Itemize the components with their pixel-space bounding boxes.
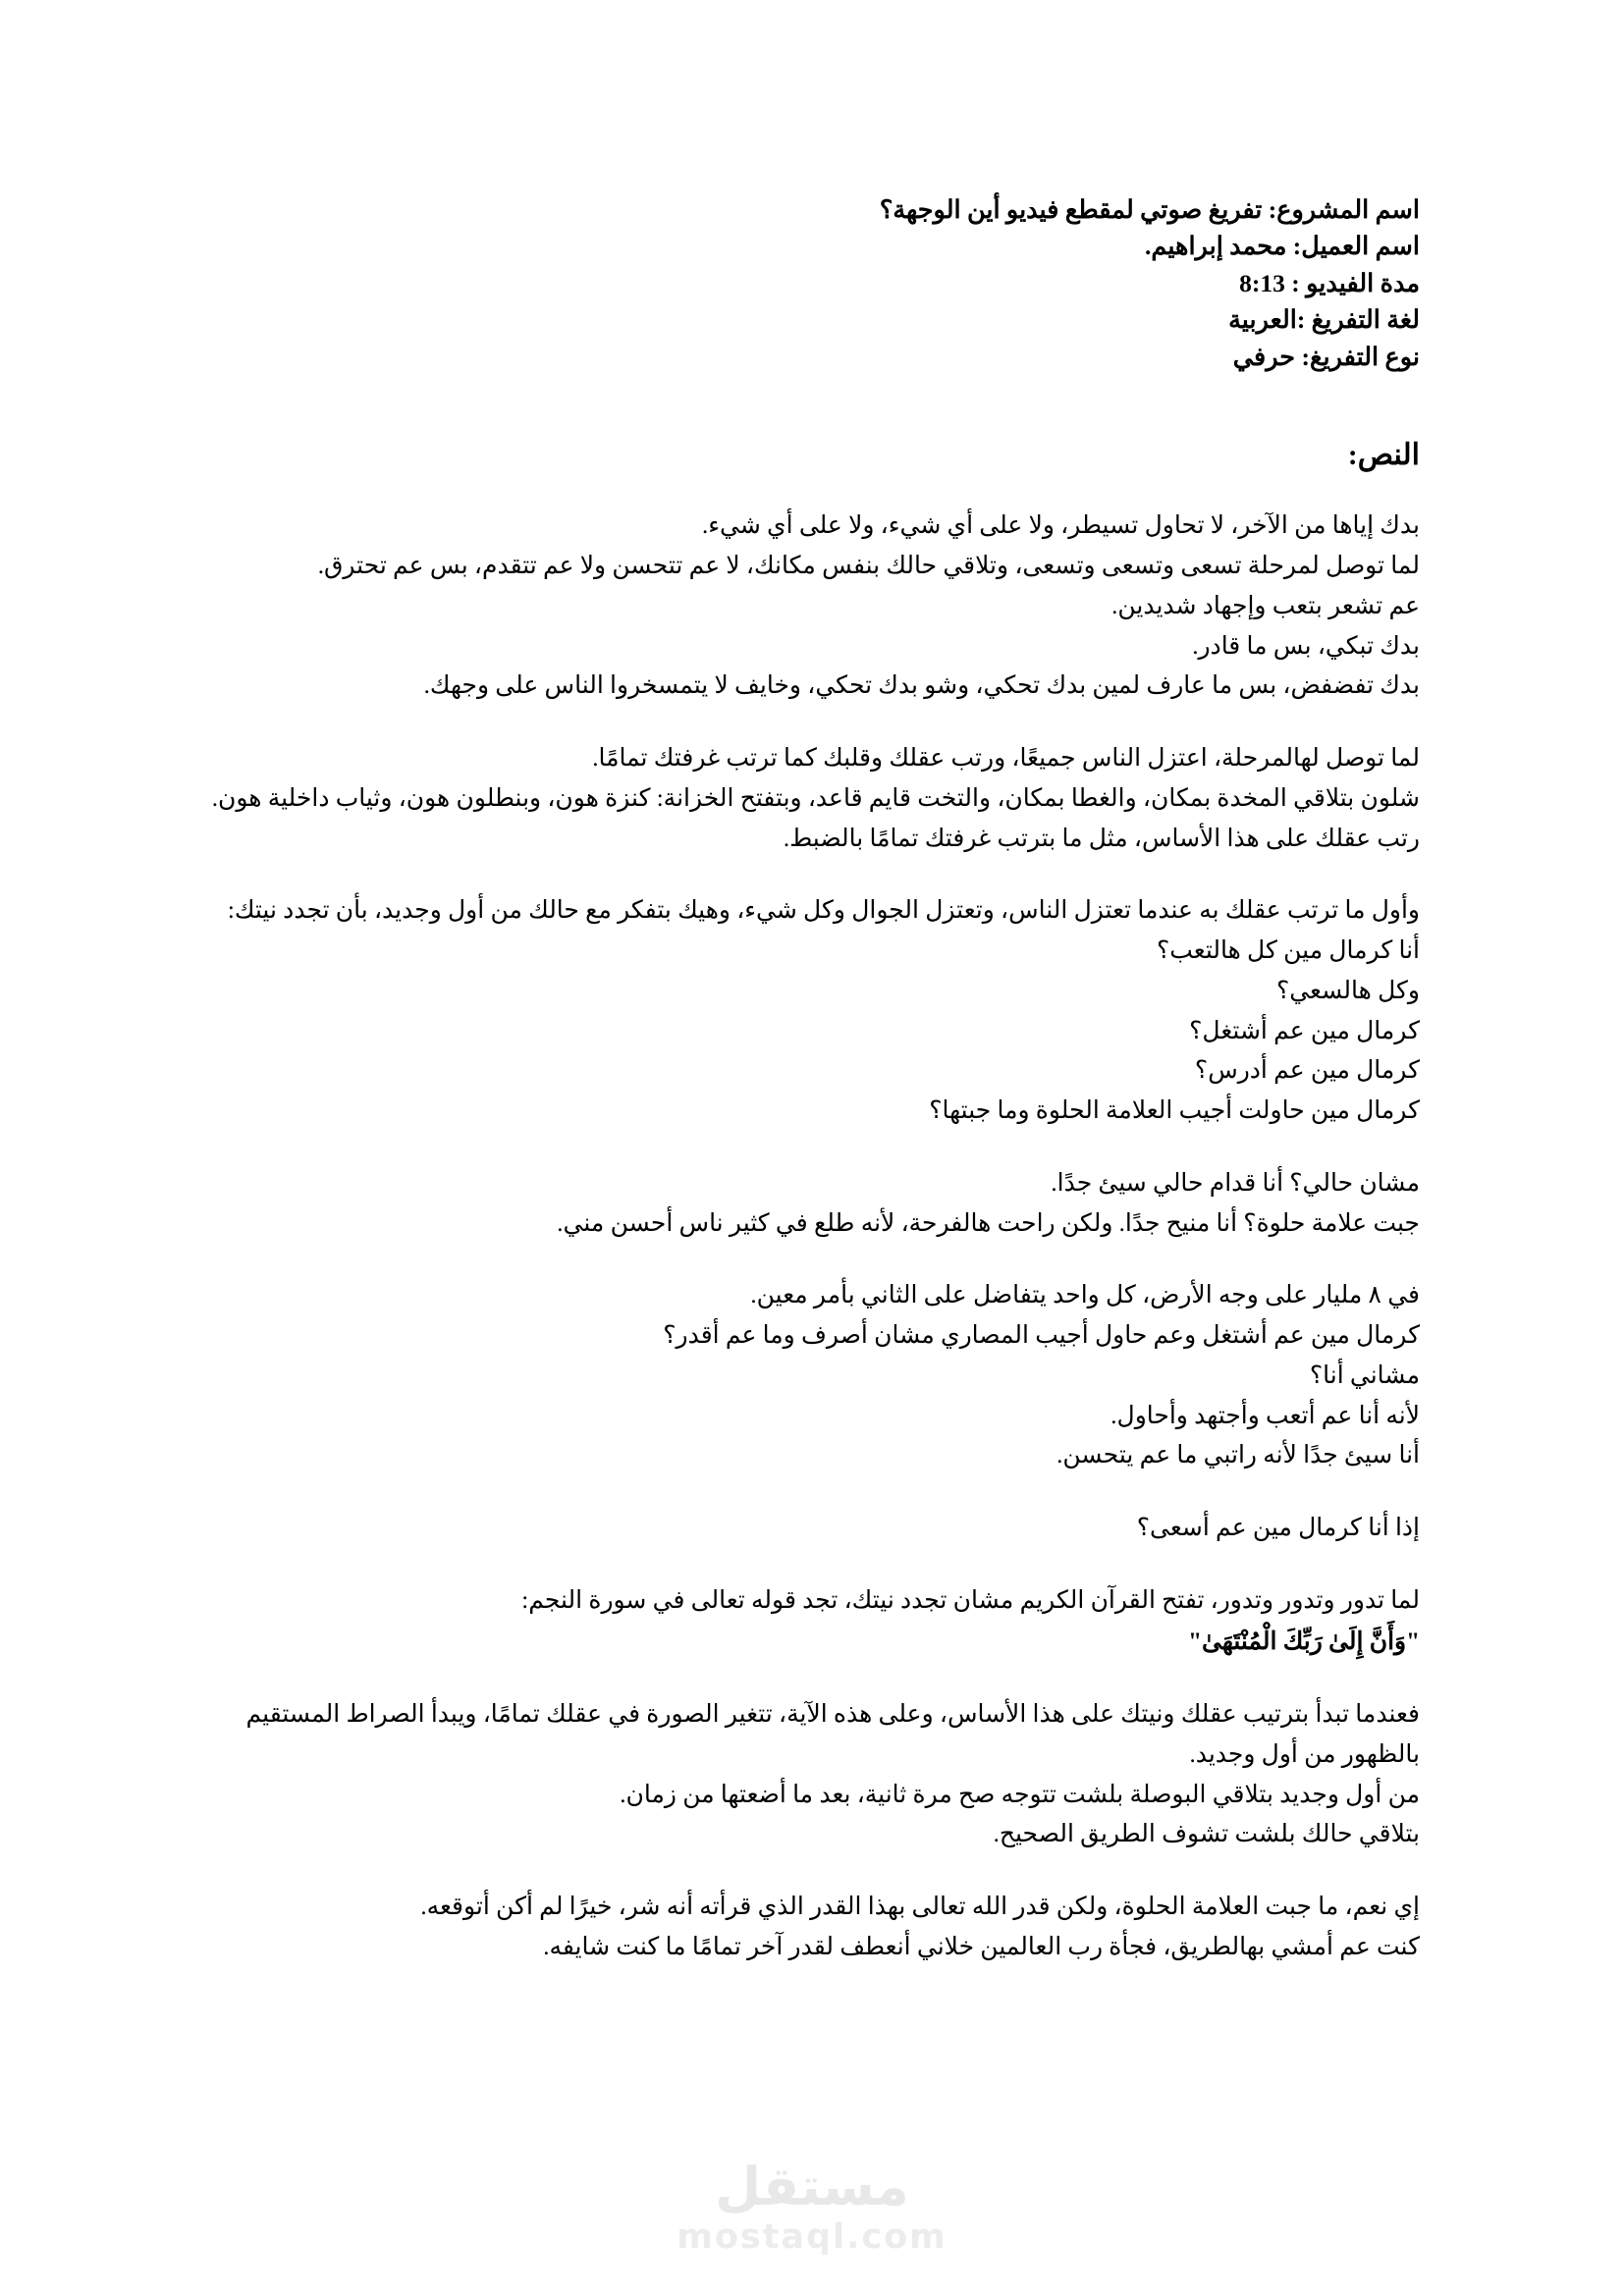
meta-project-name: اسم المشروع: تفريغ صوتي لمقطع فيديو أين الوجهة؟ bbox=[879, 195, 1420, 224]
meta-transcription-language: لغة التفريغ :العربية bbox=[1228, 305, 1420, 335]
paragraph-line: أنا كرمال مين كل هالتعب؟ bbox=[1156, 937, 1420, 965]
paragraph-7 bbox=[204, 1581, 1420, 1663]
section-heading-text: النص: bbox=[1347, 439, 1420, 472]
paragraph-line: في ٨ مليار على وجه الأرض، كل واحد يتفاضل على الثاني بأمر معين. bbox=[750, 1282, 1420, 1309]
paragraph-8 bbox=[204, 1695, 1420, 1855]
paragraph-line: من أول وجديد بتلاقي البوصلة بلشت تتوجه صح مرة ثانية، بعد ما أضعتها من زمان. bbox=[620, 1781, 1420, 1808]
paragraph-line: وكل هالسعي؟ bbox=[1275, 977, 1420, 1004]
watermark-domain-text: mostaql.com bbox=[677, 2216, 947, 2257]
paragraph-5 bbox=[204, 1276, 1420, 1476]
quran-verse: "وَأَنَّ إِلَىٰ رَبِّكَ الْمُنْتَهَىٰ" bbox=[1188, 1628, 1420, 1655]
paragraph-1 bbox=[204, 507, 1420, 707]
paragraph-line: مشان حالي؟ أنا قدام حالي سيئ جدًا. bbox=[1051, 1169, 1420, 1197]
paragraph-line: جبت علامة حلوة؟ أنا منيح جدًا. ولكن راحت هالفرحة، لأنه طلع في كثير ناس أحسن مني. bbox=[557, 1209, 1420, 1237]
paragraph-line: كرمال مين عم أدرس؟ bbox=[1194, 1057, 1420, 1085]
paragraph-line: رتب عقلك على هذا الأساس، مثل ما بترتب غرفتك تمامًا بالضبط. bbox=[783, 825, 1420, 852]
paragraph-line: كرمال مين حاولت أجيب العلامة الحلوة وما جبتها؟ bbox=[929, 1097, 1420, 1125]
paragraph-line: كنت عم أمشي بهالطريق، فجأة رب العالمين خلاني أنعطف لقدر آخر تمامًا ما كنت شايفه. bbox=[543, 1933, 1420, 1960]
mostaql-watermark bbox=[0, 2156, 1624, 2257]
meta-transcription-type: نوع التفريغ: حرفي bbox=[1232, 342, 1420, 371]
paragraph-6 bbox=[204, 1509, 1420, 1549]
paragraph-line: إذا أنا كرمال مين عم أسعى؟ bbox=[1136, 1515, 1420, 1542]
paragraph-4 bbox=[204, 1164, 1420, 1245]
paragraph-9 bbox=[204, 1888, 1420, 1968]
paragraph-line: فعندما تبدأ بترتيب عقلك ونيتك على هذا الأساس، وعلى هذه الآية، تتغير الصورة في عقلك تمامًا، ويبدأ الصراط المستقيم بالظهور من أول وجديد. bbox=[245, 1701, 1420, 1768]
paragraph-line: بدك تبكي، بس ما قادر. bbox=[1192, 632, 1420, 660]
paragraph-line: مشاني أنا؟ bbox=[1309, 1362, 1420, 1389]
paragraph-line: لأنه أنا عم أتعب وأجتهد وأحاول. bbox=[1110, 1402, 1420, 1429]
paragraph-line: بتلاقي حالك بلشت تشوف الطريق الصحيح. bbox=[993, 1821, 1420, 1848]
paragraph-line: لما توصل لمرحلة تسعى وتسعى وتسعى، وتلاقي حالك بنفس مكانك، لا عم تتحسن ولا عم تتقدم، بس عم تحترق. bbox=[317, 553, 1420, 580]
paragraph-line: كرمال مين عم أشتغل؟ bbox=[1189, 1017, 1420, 1044]
paragraph-line: لما تدور وتدور وتدور، تفتح القرآن الكريم مشان تجدد نيتك، تجد قوله تعالى في سورة النجم: bbox=[521, 1586, 1420, 1614]
metadata-block bbox=[204, 191, 1420, 375]
meta-client-name: اسم العميل: محمد إبراهيم. bbox=[1144, 232, 1420, 261]
watermark-arabic-text: مستقل bbox=[715, 2156, 909, 2217]
paragraph-line: أنا سيئ جدًا لأنه راتبي ما عم يتحسن. bbox=[1056, 1442, 1420, 1469]
paragraph-2 bbox=[204, 739, 1420, 859]
meta-video-duration bbox=[204, 265, 1420, 301]
paragraph-line: وأول ما ترتب عقلك به عندما تعتزل الناس، وتعتزل الجوال وكل شيء، وهيك بتفكر مع حالك من أول وجديد، بأن تجدد نيتك: bbox=[227, 897, 1420, 925]
meta-video-duration-label: مدة الفيديو : bbox=[1291, 268, 1420, 297]
meta-video-duration-value: 8:13 bbox=[1239, 268, 1285, 297]
paragraph-line: كرمال مين عم أشتغل وعم حاول أجيب المصاري مشان أصرف وما عم أقدر؟ bbox=[663, 1322, 1420, 1350]
paragraph-line: إي نعم، ما جبت العلامة الحلوة، ولكن قدر الله تعالى بهذا القدر الذي قرأته أنه شر، خيرًا لم أكن أتوقعه. bbox=[420, 1894, 1420, 1921]
paragraph-line: لما توصل لهالمرحلة، اعتزل الناس جميعًا، ورتب عقلك وقلبك كما ترتب غرفتك تمامًا. bbox=[592, 745, 1420, 773]
paragraph-line: عم تشعر بتعب وإجهاد شديدين. bbox=[1111, 592, 1420, 619]
paragraph-line: بدك تفضفض، بس ما عارف لمين بدك تحكي، وشو بدك تحكي، وخايف لا يتمسخروا الناس على وجهك. bbox=[423, 672, 1420, 700]
document-content bbox=[204, 191, 1420, 1968]
paragraph-line: شلون بتلاقي المخدة بمكان، والغطا بمكان، والتخت قايم قاعد، وبتفتح الخزانة: كنزة هون، وبنطلون هون، وثياب داخلية هون. bbox=[211, 784, 1420, 812]
paragraph-line: بدك إياها من الآخر، لا تحاول تسيطر، ولا على أي شيء، ولا على أي شيء. bbox=[702, 512, 1420, 540]
paragraph-3 bbox=[204, 891, 1420, 1132]
